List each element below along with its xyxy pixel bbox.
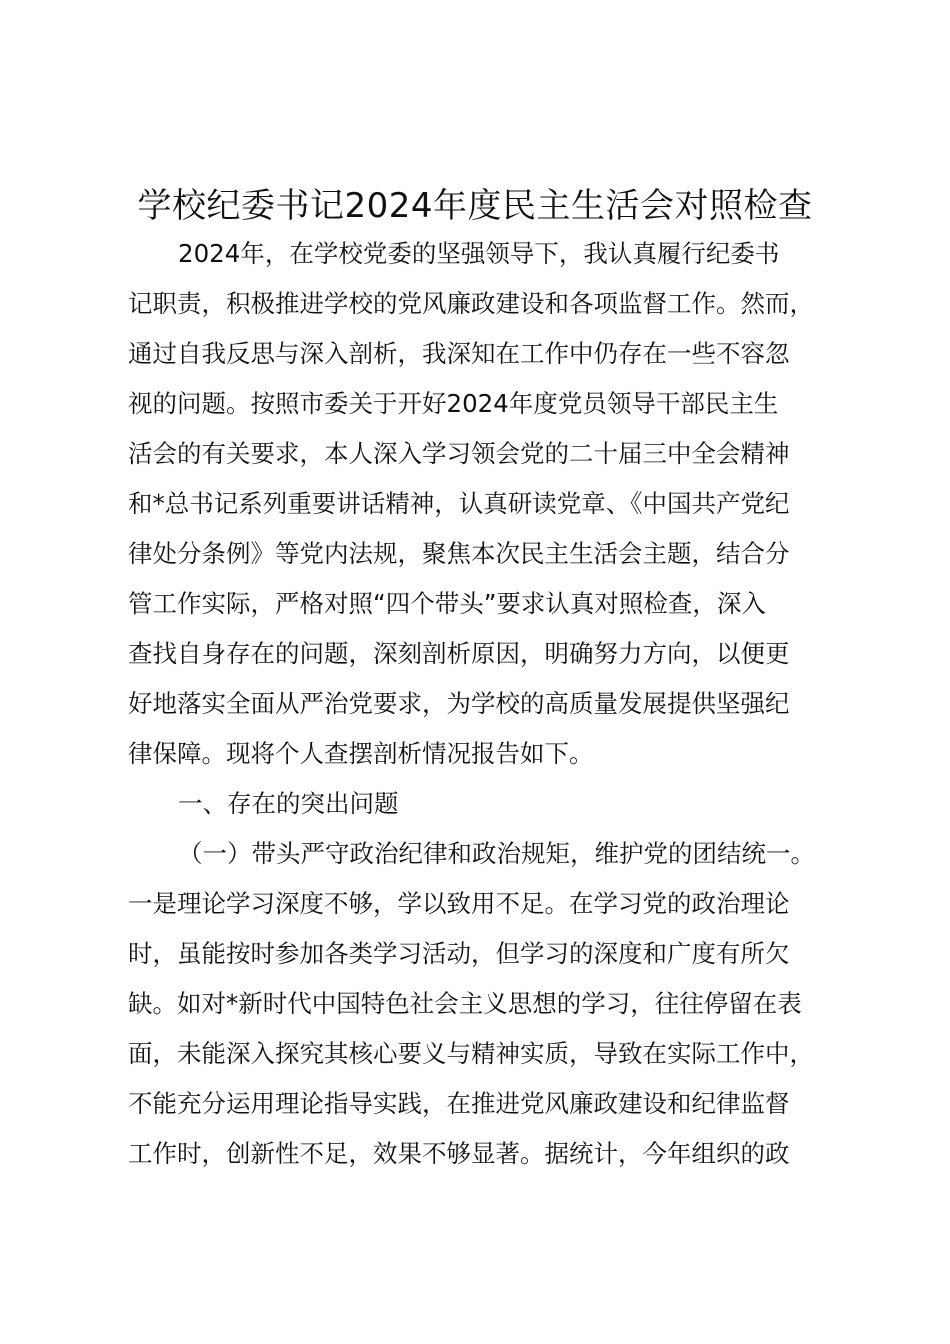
paragraph-line: 通过自我反思与深入剖析，我深知在工作中仍存在一些不容忽 (128, 339, 790, 368)
paragraph-line: 时，虽能按时参加各类学习活动，但学习的深度和广度有所欠 (128, 939, 790, 968)
paragraph-line: 视的问题。按照市委关于开好2024年度党员领导干部民主生 (128, 389, 779, 418)
paragraph-line: 查找自身存在的问题，深刻剖析原因，明确努力方向，以便更 (128, 639, 790, 668)
paragraph-line: 2024年，在学校党委的坚强领导下，我认真履行纪委书 (178, 239, 780, 268)
paragraph-line: 好地落实全面从严治党要求，为学校的高质量发展提供坚强纪 (128, 689, 790, 718)
subsection-heading: （一）带头严守政治纪律和政治规矩，维护党的团结统一。 (178, 839, 815, 868)
paragraph-line: 和*总书记系列重要讲话精神，认真研读党章、《中国共产党纪 (128, 489, 790, 518)
section-heading: 一、存在的突出问题 (178, 789, 399, 818)
document-title: 学校纪委书记2024年度民主生活会对照检查 (137, 186, 813, 226)
paragraph-line: 律保障。现将个人查摆剖析情况报告如下。 (128, 739, 594, 768)
paragraph-line: 不能充分运用理论指导实践，在推进党风廉政建设和纪律监督 (128, 1089, 790, 1118)
paragraph-line: 记职责，积极推进学校的党风廉政建设和各项监督工作。然而， (128, 289, 814, 318)
paragraph-line: 面，未能深入探究其核心要义与精神实质，导致在实际工作中， (128, 1039, 814, 1068)
paragraph-line: 缺。如对*新时代中国特色社会主义思想的学习，往往停留在表 (128, 989, 802, 1018)
paragraph-line: 律处分条例》等党内法规，聚焦本次民主生活会主题，结合分 (128, 539, 790, 568)
paragraph-line: 活会的有关要求，本人深入学习领会党的二十届三中全会精神 (128, 439, 790, 468)
paragraph-line: 管工作实际，严格对照“四个带头”要求认真对照检查，深入 (128, 589, 766, 618)
paragraph-line: 一是理论学习深度不够，学以致用不足。在学习党的政治理论 (128, 889, 790, 918)
paragraph-line: 工作时，创新性不足，效果不够显著。据统计，今年组织的政 (128, 1139, 790, 1168)
